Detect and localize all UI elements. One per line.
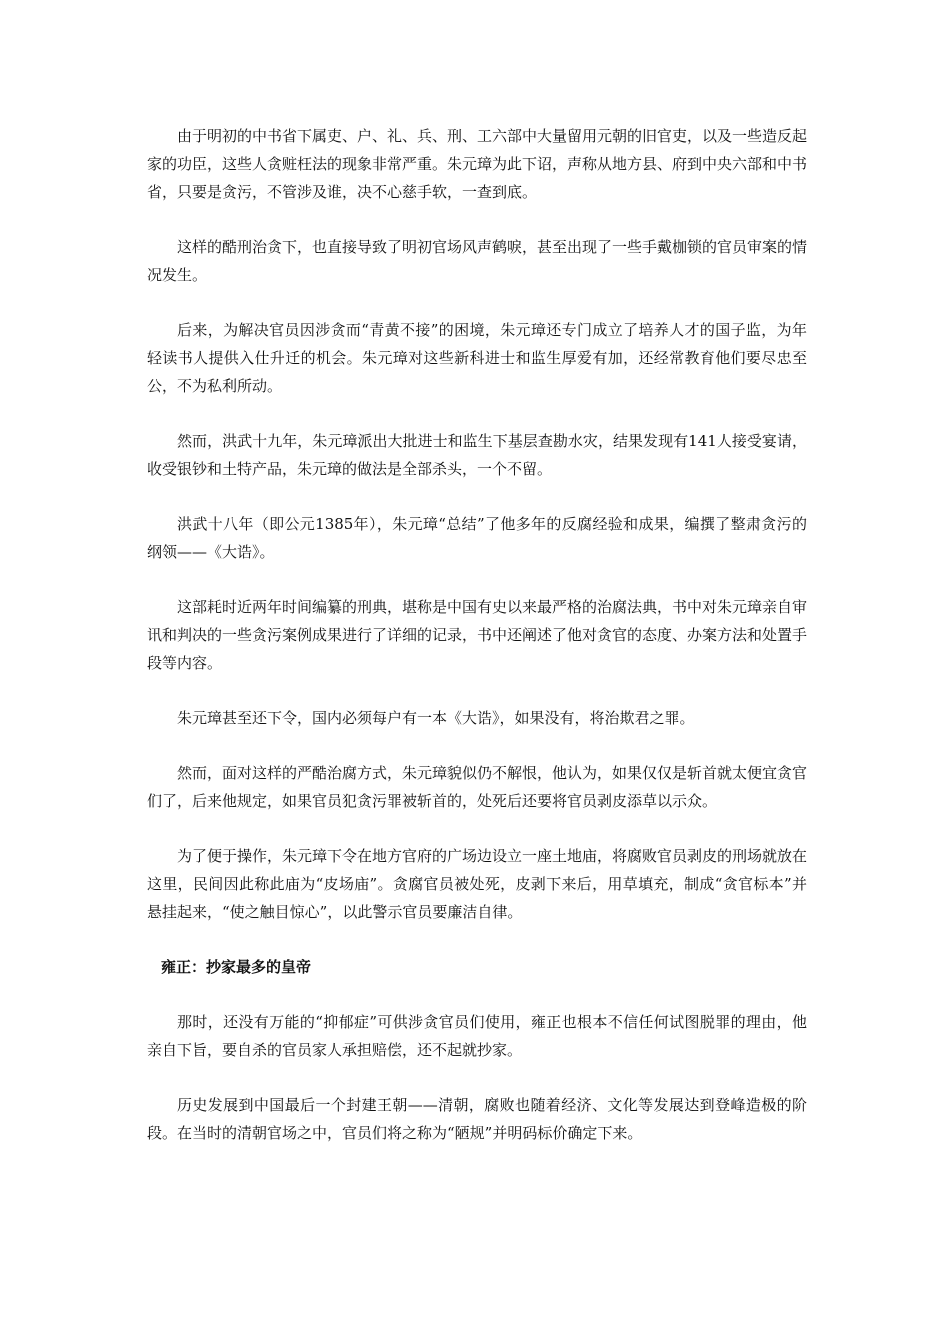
paragraph: 为了便于操作，朱元璋下令在地方官府的广场边设立一座土地庙，将腐败官员剥皮的刑场就放在这里，民间因此称此庙为“皮场庙”。贪腐官员被处死，皮剥下来后，用草填充，制成“贪官标本”并悬挂起来，“使之触目惊心”，以此警示官员要廉洁自律。 <box>147 847 808 921</box>
paragraph: 后来，为解决官员因涉贪而“青黄不接”的困境，朱元璋还专门成立了培养人才的国子监，为年轻读书人提供入仕升迁的机会。朱元璋对这些新科进士和监生厚爱有加，还经常教育他们要尽忠至公，不为私利所动。 <box>147 321 807 395</box>
paragraph: 由于明初的中书省下属吏、户、礼、兵、刑、工六部中大量留用元朝的旧官吏，以及一些造反起家的功臣，这些人贪赃枉法的现象非常严重。朱元璋为此下诏，声称从地方县、府到中央六部和中书省，只要是贪污，不管涉及谁，决不心慈手软，一查到底。 <box>147 127 808 201</box>
section-heading: 雍正：抄家最多的皇帝 <box>161 958 312 976</box>
paragraph: 这样的酷刑治贪下，也直接导致了明初官场风声鹤唳，甚至出现了一些手戴枷锁的官员审案的情况发生。 <box>147 238 808 284</box>
paragraph: 这部耗时近两年时间编纂的刑典，堪称是中国有史以来最严格的治腐法典，书中对朱元璋亲自审讯和判决的一些贪污案例成果进行了详细的记录，书中还阐述了他对贪官的态度、办案方法和处置手段等内容。 <box>147 598 808 672</box>
document-body <box>147 122 807 1147</box>
paragraph: 历史发展到中国最后一个封建王朝——清朝，腐败也随着经济、文化等发展达到登峰造极的阶段。在当时的清朝官场之中，官员们将之称为“陋规”并明码标价确定下来。 <box>147 1096 807 1142</box>
paragraph: 朱元璋甚至还下令，国内必须每户有一本《大诰》，如果没有，将治欺君之罪。 <box>177 709 695 727</box>
paragraph: 那时，还没有万能的“抑郁症”可供涉贪官员们使用，雍正也根本不信任何试图脱罪的理由，他亲自下旨，要自杀的官员家人承担赔偿，还不起就抄家。 <box>147 1013 807 1059</box>
paragraph: 洪武十八年（即公元1385年），朱元璋“总结”了他多年的反腐经验和成果，编撰了整肃贪污的纲领——《大诰》。 <box>147 515 807 561</box>
paragraph: 然而，面对这样的严酷治腐方式，朱元璋貌似仍不解恨，他认为，如果仅仅是斩首就太便宜贪官们了，后来他规定，如果官员犯贪污罪被斩首的，处死后还要将官员剥皮添草以示众。 <box>147 764 808 810</box>
paragraph: 然而，洪武十九年，朱元璋派出大批进士和监生下基层查勘水灾，结果发现有141人接受宴请，收受银钞和土特产品，朱元璋的做法是全部杀头，一个不留。 <box>147 432 807 478</box>
